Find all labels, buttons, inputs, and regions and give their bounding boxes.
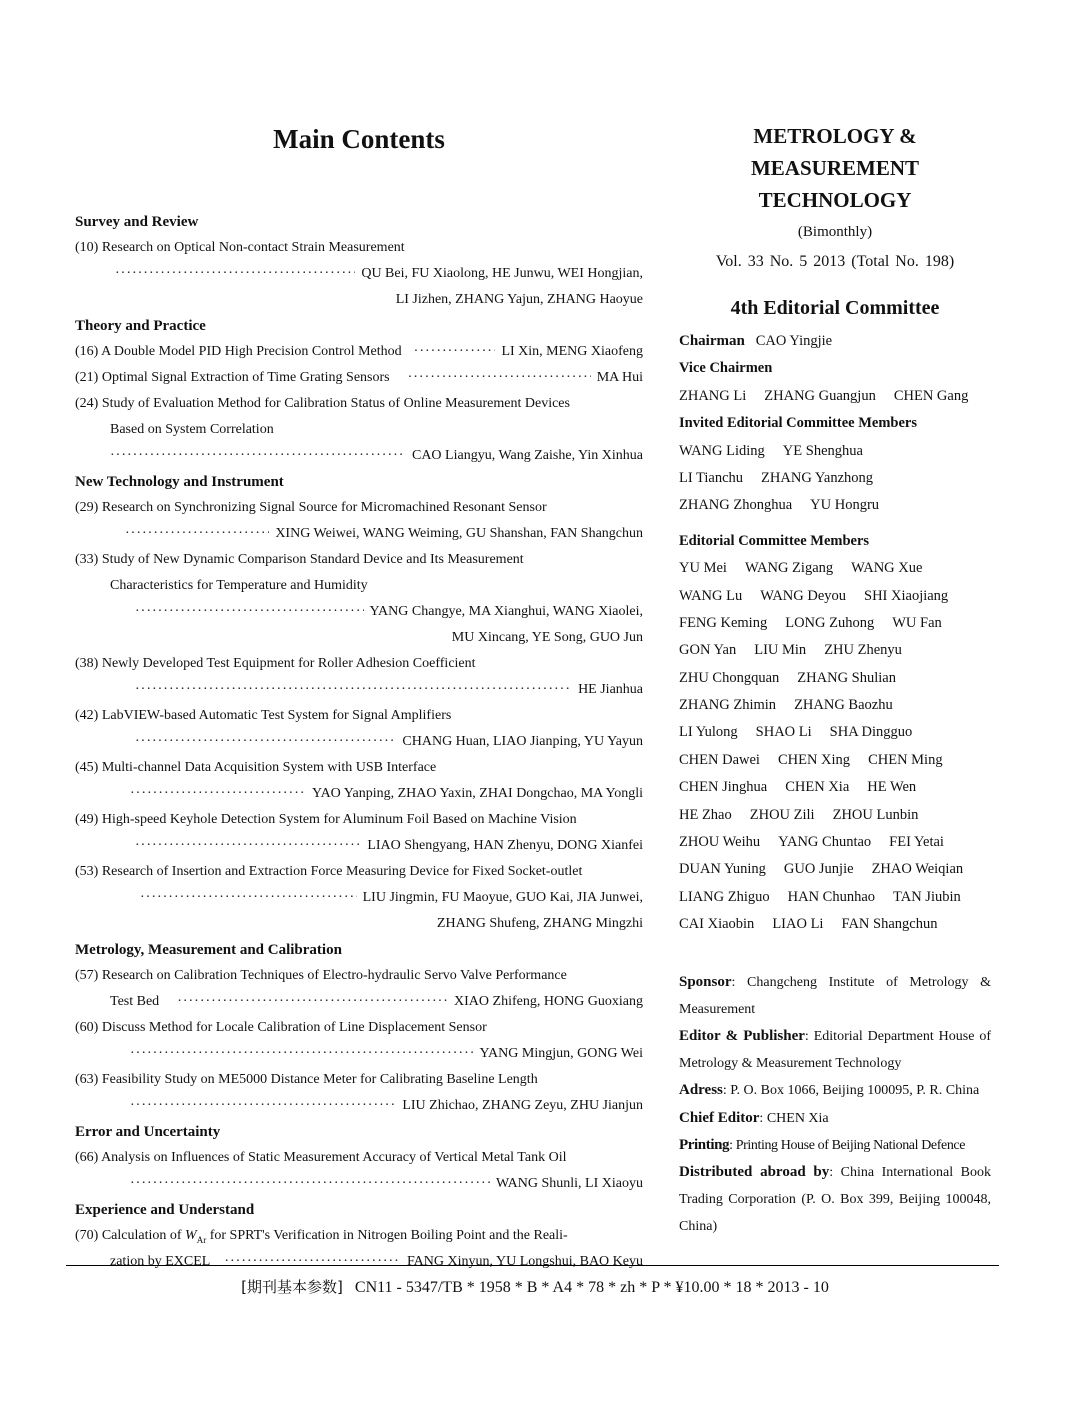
member-name: ZHANG Baozhu [794, 697, 893, 714]
section-heading: Metrology, Measurement and Calibration [75, 942, 342, 958]
toc-entry-title: (24) Study of Evaluation Method for Calibration Status of Online Measurement Devices [75, 396, 570, 411]
committee-members-list [679, 555, 991, 938]
volume-line: Vol. 33 No. 5 2013 (Total No. 198) [715, 253, 955, 270]
toc-entry-authors: ····· YANG Changye, MA Xianghui, WANG Xiaolei, [75, 599, 643, 625]
committee-members-row [679, 747, 991, 774]
member-name: HE Wen [867, 779, 917, 796]
member-name: CHEN Xing [777, 751, 851, 768]
member-name: WANG Zigang [744, 560, 834, 577]
section-heading: Survey and Review [75, 214, 199, 230]
invited-members-row: LI Tianchu ZHANG Yanzhong [679, 469, 874, 486]
toc-entry-title: (70) Calculation of $W_{Ar}$ for SPRT's Verification in Nitrogen Boiling Point and the Reali- [75, 1228, 568, 1245]
invited-members-row: WANG Liding YE Shenghua [679, 442, 863, 459]
member-name: SHI Xiaojiang [864, 587, 949, 604]
toc-entry: (16) A Double Model PID High Precision Control Method ····· LI Xin, MENG Xiaofeng [75, 339, 643, 365]
committee-members-row [679, 610, 991, 637]
toc-entry-title: (57) Research on Calibration Techniques of Electro-hydraulic Servo Valve Performance [75, 968, 567, 983]
toc-entry-title: (10) Research on Optical Non-contact Strain Measurement [75, 240, 405, 255]
section-heading: Error and Uncertainty [75, 1124, 221, 1140]
toc-entry-title: (63) Feasibility Study on ME5000 Distance Meter for Calibrating Baseline Length [75, 1072, 538, 1087]
toc-entry-authors: ····· XING Weiwei, WANG Weiming, GU Shanshan, FAN Shangchun [75, 521, 643, 547]
footer-rule [66, 1265, 999, 1266]
section-heading: New Technology and Instrument [75, 474, 284, 490]
committee-members-label: Editorial Committee Members [679, 532, 870, 549]
member-name: TAN Jiubin [893, 888, 961, 905]
member-name: ZHAO Weiqian [871, 861, 964, 878]
journal-name: TECHNOLOGY [758, 188, 912, 212]
journal-name: METROLOGY & MEASUREMENT [750, 124, 919, 180]
member-name: ZHANG Shulian [797, 669, 896, 686]
section-heading: Experience and Understand [75, 1202, 255, 1218]
toc-entry-authors: ····· YANG Mingjun, GONG Wei [75, 1041, 643, 1067]
toc-entry-authors: ····· YAO Yanping, ZHAO Yaxin, ZHAI Dongchao, MA Yongli [75, 781, 643, 807]
member-name: SHA Dingguo [829, 724, 913, 741]
address-info: Adress: P. O. Box 1066, Beijing 100095, P. R. China [679, 1082, 980, 1099]
toc-entry-authors: ZHANG Shufeng, ZHANG Mingzhi [436, 916, 643, 931]
toc-entry-authors: ····· LIAO Shengyang, HAN Zhenyu, DONG Xianfei [75, 833, 643, 859]
member-name: YU Mei [679, 560, 727, 577]
toc-entry-authors: Test Bed ····· XIAO Zhifeng, HONG Guoxiang [75, 989, 643, 1015]
member-name: WU Fan [892, 614, 942, 631]
invited-members-row: ZHANG Zhonghua YU Hongru [679, 497, 880, 514]
member-name: CAI Xiaobin [679, 916, 755, 933]
journal-frequency: (Bimonthly) [797, 224, 873, 240]
committee-members-row [679, 692, 991, 719]
committee-heading: 4th Editorial Committee [730, 297, 940, 319]
toc-entry-title: (53) Research of Insertion and Extraction Force Measuring Device for Fixed Socket-outlet [75, 864, 583, 879]
committee-members-row [679, 583, 991, 610]
committee-members-row [679, 555, 991, 582]
committee-members-row [679, 719, 991, 746]
member-name: HE Zhao [679, 806, 732, 823]
member-name: ZHOU Weihu [679, 834, 761, 851]
committee-members-row [679, 665, 991, 692]
invited-members-label: Invited Editorial Committee Members [679, 415, 917, 432]
member-name: ZHU Chongquan [679, 669, 780, 686]
toc-entry-authors: ····· LIU Jingmin, FU Maoyue, GUO Kai, JIA Junwei, [75, 885, 643, 911]
toc-entry-authors: ····· CAO Liangyu, Wang Zaishe, Yin Xinhua [75, 443, 643, 469]
member-name: CHEN Xia [785, 779, 850, 796]
chief-editor-info: Chief Editor: CHEN Xia [679, 1109, 829, 1126]
toc-entry-title: Based on System Correlation [110, 422, 274, 437]
member-name: CHEN Ming [868, 751, 943, 768]
member-name: LI Yulong [679, 724, 738, 741]
committee-members-row [679, 856, 991, 883]
toc-entry-title: Characteristics for Temperature and Humidity [110, 578, 368, 593]
member-name: YANG Chuntao [778, 834, 872, 851]
toc-entry-authors: zation by EXCEL ····· FANG Xinyun, YU Longshui, BAO Keyu [75, 1249, 643, 1275]
member-name: FAN Shangchun [841, 916, 938, 933]
committee-members-row [679, 884, 991, 911]
toc-entry-authors: ····· QU Bei, FU Xiaolong, HE Junwu, WEI Hongjian, [75, 261, 643, 287]
printing-info: Printing: Printing House of Beijing National Defence [679, 1136, 966, 1153]
member-name: HAN Chunhao [787, 888, 876, 905]
member-name: WANG Xue [851, 560, 923, 577]
member-name: WANG Lu [679, 587, 743, 604]
table-of-contents [75, 209, 643, 1275]
toc-entry-authors: MU Xincang, YE Song, GUO Jun [451, 630, 643, 645]
page-title: Main Contents [273, 124, 445, 154]
member-name: LONG Zuhong [785, 614, 875, 631]
member-name: GUO Junjie [783, 861, 854, 878]
toc-entry-title: (33) Study of New Dynamic Comparison Standard Device and Its Measurement [75, 552, 524, 567]
committee-members-row [679, 829, 991, 856]
member-name: DUAN Yuning [679, 861, 766, 878]
member-name: LIU Min [754, 642, 807, 659]
member-name: ZHOU Zili [749, 806, 815, 823]
committee-members-row [679, 637, 991, 664]
journal-info-column [679, 120, 991, 1241]
toc-entry-authors: ····· WANG Shunli, LI Xiaoyu [75, 1171, 643, 1197]
toc-entry: (21) Optimal Signal Extraction of Time Grating Sensors ····· MA Hui [75, 365, 643, 391]
toc-entry-title: (49) High-speed Keyhole Detection System for Aluminum Foil Based on Machine Vision [75, 812, 577, 827]
toc-entry-title: (60) Discuss Method for Locale Calibration of Line Displacement Sensor [75, 1020, 487, 1035]
member-name: ZHANG Zhimin [679, 697, 777, 714]
toc-entry-title: (66) Analysis on Influences of Static Measurement Accuracy of Vertical Metal Tank Oil [75, 1150, 567, 1165]
member-name: LIANG Zhiguo [679, 888, 770, 905]
member-name: SHAO Li [755, 724, 812, 741]
toc-entry-title: (42) LabVIEW-based Automatic Test System for Signal Amplifiers [75, 708, 452, 723]
toc-entry-authors: ····· HE Jianhua [75, 677, 643, 703]
section-heading: Theory and Practice [75, 318, 206, 334]
distributed-info: Distributed abroad by: China International Book Trading Corporation (P. O. Box 399, Beijing 100048, China) [679, 1164, 991, 1235]
chairman-line: Chairman CAO Yingjie [679, 333, 833, 349]
toc-entry-title: (45) Multi-channel Data Acquisition System with USB Interface [75, 760, 437, 775]
toc-entry-title: (29) Research on Synchronizing Signal Source for Micromachined Resonant Sensor [75, 500, 547, 515]
member-name: WANG Deyou [760, 587, 847, 604]
toc-entry-authors: ····· LIU Zhichao, ZHANG Zeyu, ZHU Jianjun [75, 1093, 643, 1119]
committee-members-row [679, 802, 991, 829]
member-name: ZHU Zhenyu [824, 642, 902, 659]
toc-entry-authors: LI Jizhen, ZHANG Yajun, ZHANG Haoyue [395, 292, 643, 307]
editor-info: Editor & Publisher: Editorial Department House of Metrology & Measurement Technology [679, 1028, 991, 1072]
committee-members-row [679, 774, 991, 801]
member-name: ZHOU Lunbin [832, 806, 919, 823]
member-name: LIAO Li [772, 916, 824, 933]
member-name: FEI Yetai [889, 834, 944, 851]
member-name: CHEN Jinghua [679, 779, 768, 796]
footer-parameters: [期刊基本参数] CN11 - 5347/TB * 1958 * B * A4 * 78 * zh * P * ¥10.00 * 18 * 2013 - 10 [241, 1278, 829, 1296]
member-name: FENG Keming [679, 614, 768, 631]
toc-entry-title: (38) Newly Developed Test Equipment for Roller Adhesion Coefficient [75, 656, 476, 671]
sponsor-info: Sponsor: Changcheng Institute of Metrology & Measurement [679, 973, 991, 1017]
vice-chairmen-label: Vice Chairmen [679, 360, 773, 377]
member-name: CHEN Dawei [679, 751, 760, 768]
vice-chairmen: ZHANG Li ZHANG Guangjun CHEN Gang [679, 387, 969, 404]
member-name: GON Yan [679, 642, 737, 659]
committee-members-row [679, 911, 991, 938]
toc-entry-authors: ····· CHANG Huan, LIAO Jianping, YU Yayun [75, 729, 643, 755]
